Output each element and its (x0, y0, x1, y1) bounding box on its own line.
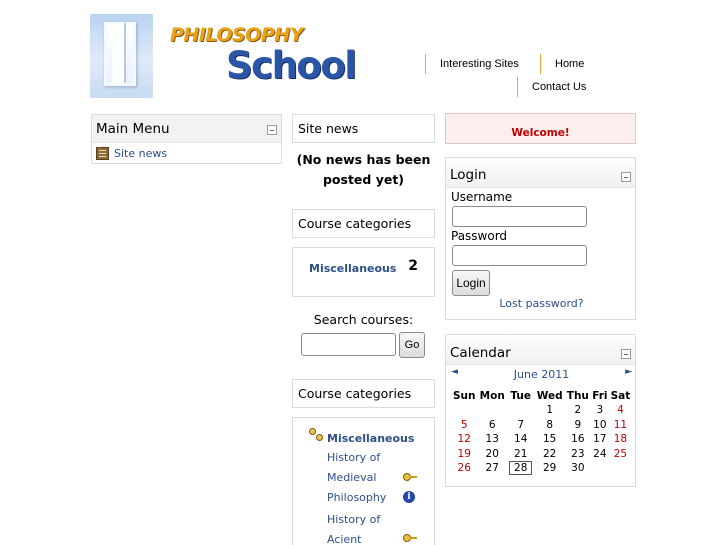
course-link-acient-line-1[interactable]: History of (327, 513, 381, 526)
calendar-day[interactable]: 3 (596, 404, 604, 417)
site-news-title: Site news (298, 121, 359, 136)
weekday-header: Wed (536, 389, 563, 402)
category-link-miscellaneous-tree[interactable]: Miscellaneous (327, 432, 415, 445)
previous-month-icon[interactable]: ◄ (451, 367, 458, 377)
site-news-heading-box (292, 114, 435, 143)
news-icon (96, 147, 109, 160)
calendar-month-link[interactable]: June 2011 (513, 368, 570, 381)
username-label: Username (451, 190, 513, 204)
calendar-day[interactable]: 18 (613, 433, 628, 446)
no-news-message: (No news has been posted yet) (296, 152, 431, 187)
collapse-toggle-icon[interactable] (267, 125, 277, 135)
search-go-button[interactable]: Go (399, 332, 425, 358)
calendar-empty-cell (507, 403, 534, 418)
nav-link-contact-us[interactable]: Contact Us (517, 77, 597, 97)
guest-access-key-icon (403, 473, 417, 481)
collapse-toggle-icon[interactable] (621, 349, 631, 359)
course-link-medieval-line-3[interactable]: Philosophy (327, 491, 387, 504)
main-menu-header (92, 115, 281, 143)
calendar-week-row (451, 447, 632, 462)
calendar-day[interactable]: 26 (457, 462, 471, 475)
welcome-banner: Welcome! (445, 113, 636, 144)
calendar-day[interactable]: 5 (460, 418, 468, 431)
calendar-navigation (446, 367, 637, 383)
weekday-header: Mon (479, 389, 505, 402)
course-categories-heading-box (292, 209, 435, 238)
calendar-day[interactable]: 30 (571, 462, 585, 475)
door-logo-image (90, 14, 153, 98)
guest-access-key-icon (403, 534, 417, 542)
calendar-week-row (451, 418, 632, 433)
course-categories-title-2: Course categories (298, 386, 412, 401)
top-navigation (440, 54, 637, 102)
calendar-empty-cell (609, 461, 632, 476)
weekday-header: Sun (452, 389, 476, 402)
calendar-week-row (451, 432, 632, 447)
calendar-header (446, 335, 635, 365)
calendar-empty-cell (591, 461, 609, 476)
calendar-day[interactable]: 9 (574, 418, 582, 431)
weekday-header: Sat (610, 389, 631, 402)
calendar-day[interactable]: 29 (542, 462, 557, 475)
calendar-day[interactable]: 1 (546, 404, 553, 417)
calendar-day[interactable]: 16 (571, 433, 585, 446)
calendar-day[interactable]: 25 (613, 447, 628, 460)
username-input[interactable] (452, 206, 587, 227)
today-marker: 28 (509, 461, 532, 475)
menu-item-label: Site news (114, 147, 168, 160)
password-label: Password (451, 229, 508, 243)
course-categories-list (292, 247, 435, 297)
calendar-empty-cell (477, 403, 507, 418)
login-button[interactable]: Login (452, 270, 490, 296)
main-menu-title: Main Menu (96, 121, 170, 137)
course-categories-title: Course categories (298, 216, 412, 231)
calendar-block (445, 334, 636, 487)
course-link-acient-line-2[interactable]: Acient (327, 533, 362, 545)
password-input[interactable] (452, 245, 587, 266)
calendar-day[interactable]: 7 (517, 418, 525, 431)
login-block (445, 157, 636, 320)
course-link-medieval-line-2[interactable]: Medieval (327, 471, 377, 484)
calendar-day[interactable]: 4 (617, 404, 624, 417)
calendar-week-row (451, 461, 632, 476)
calendar-day[interactable]: 21 (514, 447, 528, 460)
calendar-day[interactable]: 14 (514, 433, 528, 446)
calendar-grid (451, 388, 632, 476)
logo-text-philosophy: PHILOSOPHY (170, 24, 303, 46)
collapse-toggle-icon[interactable] (621, 172, 631, 182)
login-header (446, 158, 635, 188)
site-logo[interactable] (90, 14, 356, 100)
nav-link-interesting-sites[interactable]: Interesting Sites (425, 54, 525, 74)
calendar-day[interactable]: 10 (593, 418, 607, 431)
search-courses-input[interactable] (301, 333, 396, 356)
calendar-day-today[interactable] (507, 461, 534, 476)
calendar-day[interactable]: 23 (571, 447, 585, 460)
lost-password-link[interactable]: Lost password? (499, 297, 584, 310)
calendar-day[interactable]: 27 (485, 462, 499, 475)
category-link-miscellaneous[interactable]: Miscellaneous (309, 262, 397, 275)
login-title: Login (450, 167, 487, 183)
menu-item-site-news[interactable] (92, 143, 281, 164)
category-tree-icon (309, 428, 323, 442)
category-course-count: 2 (408, 258, 418, 274)
calendar-empty-cell (451, 403, 477, 418)
calendar-day[interactable]: 12 (457, 433, 471, 446)
calendar-day[interactable]: 19 (457, 447, 471, 460)
calendar-day[interactable]: 24 (593, 447, 607, 460)
calendar-title: Calendar (450, 345, 511, 361)
calendar-day[interactable]: 20 (485, 447, 499, 460)
next-month-icon[interactable]: ► (625, 367, 632, 377)
weekday-header: Fri (592, 389, 608, 402)
weekday-header: Thu (566, 389, 589, 402)
course-categories-heading-box-2 (292, 379, 435, 408)
main-menu-block (91, 114, 282, 164)
course-link-medieval-line-1[interactable]: History of (327, 451, 381, 464)
calendar-day[interactable]: 8 (546, 418, 553, 431)
search-courses-label: Search courses: (313, 312, 414, 327)
calendar-day[interactable]: 6 (488, 418, 496, 431)
calendar-day[interactable]: 2 (574, 404, 582, 417)
calendar-day[interactable]: 15 (542, 433, 557, 446)
calendar-day[interactable]: 13 (485, 433, 499, 446)
course-info-icon[interactable]: i (403, 491, 415, 503)
logo-text-school: School (226, 44, 356, 87)
calendar-week-row (451, 403, 632, 418)
category-tree (292, 417, 435, 545)
calendar-day[interactable]: 11 (613, 418, 628, 431)
nav-link-home[interactable]: Home (540, 54, 598, 74)
weekday-header: Tue (510, 389, 532, 402)
calendar-day[interactable]: 22 (542, 447, 557, 460)
calendar-day[interactable]: 17 (593, 433, 607, 446)
